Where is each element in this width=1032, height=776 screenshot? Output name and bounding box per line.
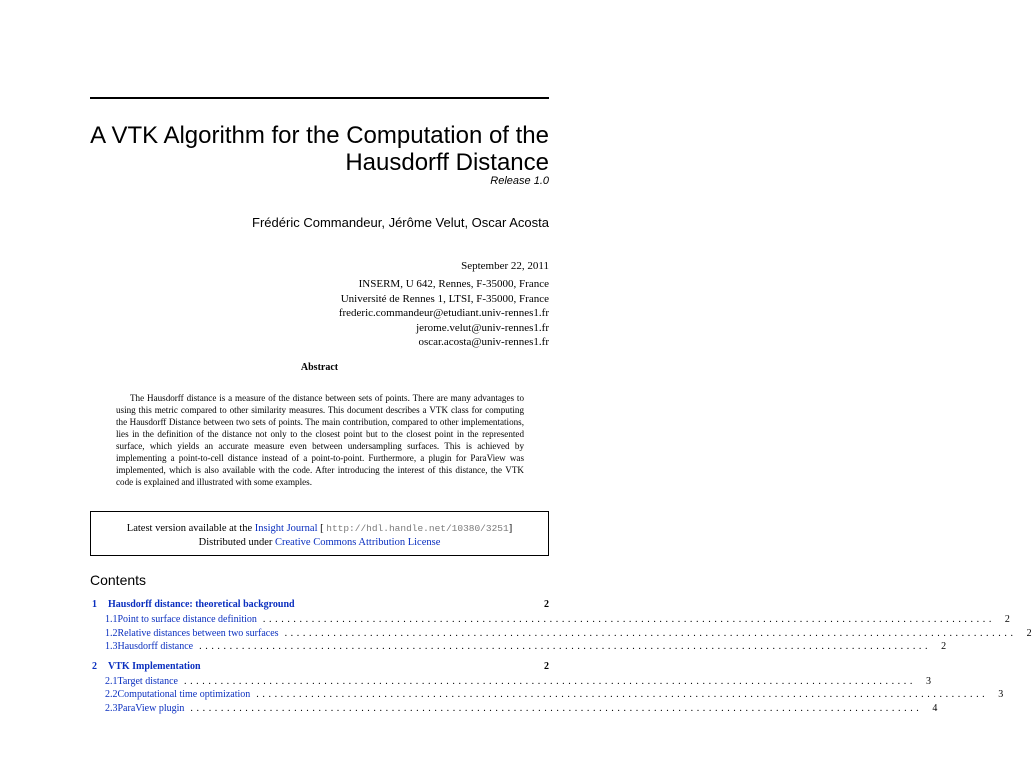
toc-title-link[interactable]: ParaView plugin [117,702,185,714]
version-box [90,511,549,556]
toc-entry[interactable] [90,702,938,717]
toc-title-link[interactable]: Relative distances between two surfaces [117,627,279,639]
version-prefix: Latest version available at the [126,523,255,534]
insight-journal-link[interactable]: Insight Journal [254,523,318,534]
abstract-text: The Hausdorff distance is a measure of the distance between sets of points. There are many advantages to using this metric compared to other similarity measures. This document describes a VTK class for computing the Hausdorff Distance between two sets of points. The main contribution, compared to other implementations, lies in the definition of the distance not only to the closest point but to the closest point in the represented surface, which yields an accurate measure even between undersampling surfaces. This is achieved by implementing a point-to-cell distance instead of a point-to-point. Furthermore, a plugin for ParaView was implemented, which is also available with the code. After introducing the interest of this distance, the VTK code is explained and illustrated with some examples. [116,393,524,487]
affiliation-line: Université de Rennes 1, LTSI, F-35000, France [340,292,549,305]
toc-number[interactable]: 1.1 [105,614,118,625]
toc-page-number: 3 [998,689,1004,700]
toc-title-link[interactable]: VTK Implementation [108,660,201,672]
toc-page-number: 2 [544,660,549,672]
toc-leader-dots: ........................................................................................................................ [199,641,932,652]
header-rule [90,97,549,99]
toc-title-link[interactable]: Computational time optimization [117,689,251,700]
toc-number[interactable]: 1.2 [105,627,118,639]
toc-number[interactable]: 2 [92,660,97,672]
authors: Frédéric Commandeur, Jérôme Velut, Oscar Acosta [252,215,549,230]
toc-title-link[interactable]: Hausdorff distance [117,641,194,652]
toc-entry[interactable] [90,627,1032,642]
toc-entry[interactable] [90,661,549,676]
affiliation-line: INSERM, U 642, Rennes, F-35000, France [358,278,549,290]
toc-page-number: 2 [544,599,549,610]
toc-page-number: 3 [925,675,931,687]
title-line-1: A VTK Algorithm for the Computation of the [90,122,549,149]
toc-leader-dots: ........................................................................................................................ [190,702,923,714]
affiliations [90,277,549,350]
bracket-open: [ [317,523,324,534]
license-prefix: Distributed under [198,537,276,548]
handle-url-link[interactable]: http://hdl.handle.net/10380/3251 [326,523,509,534]
toc-leader-dots: ........................................................................................................................ [256,689,989,700]
toc-number[interactable]: 1 [92,599,97,610]
toc-leader-dots: ........................................................................................................................ [183,675,916,687]
license-link[interactable]: Creative Commons Attribution License [275,537,441,548]
email-line[interactable]: jerome.velut@univ-rennes1.fr [416,321,549,334]
toc-entry[interactable] [90,675,931,690]
paper-title [90,122,549,176]
toc-title-link[interactable]: Target distance [117,675,178,687]
table-of-contents [90,599,1032,716]
toc-leader-dots: ........................................................................................................................ [262,614,995,625]
toc-entry[interactable] [90,689,1004,703]
toc-page-number: 4 [932,702,938,714]
toc-page-number: 2 [941,641,947,652]
toc-entry[interactable] [90,599,549,614]
toc-number[interactable]: 2.3 [105,702,118,714]
title-line-2: Hausdorff Distance [345,149,549,176]
toc-title-link[interactable]: Point to surface distance definition [117,614,257,625]
email-line[interactable]: frederic.commandeur@etudiant.univ-rennes1.fr [338,307,549,319]
toc-page-number: 2 [1026,627,1032,639]
contents-heading: Contents [90,572,147,588]
toc-number[interactable]: 2.1 [105,675,118,687]
toc-page-number: 2 [1004,614,1010,625]
toc-title-link[interactable]: Hausdorff distance: theoretical background [108,599,295,610]
toc-number[interactable]: 1.3 [105,641,118,652]
abstract-heading: Abstract [300,362,339,373]
toc-number[interactable]: 2.2 [105,689,118,700]
toc-entry[interactable] [90,641,947,655]
bracket-close: ] [508,523,513,534]
date: September 22, 2011 [461,260,549,272]
toc-leader-dots: ........................................................................................................................ [284,627,1017,639]
toc-entry[interactable] [90,614,1010,628]
email-line[interactable]: oscar.acosta@univ-rennes1.fr [418,336,549,348]
release-label: Release 1.0 [490,175,549,187]
